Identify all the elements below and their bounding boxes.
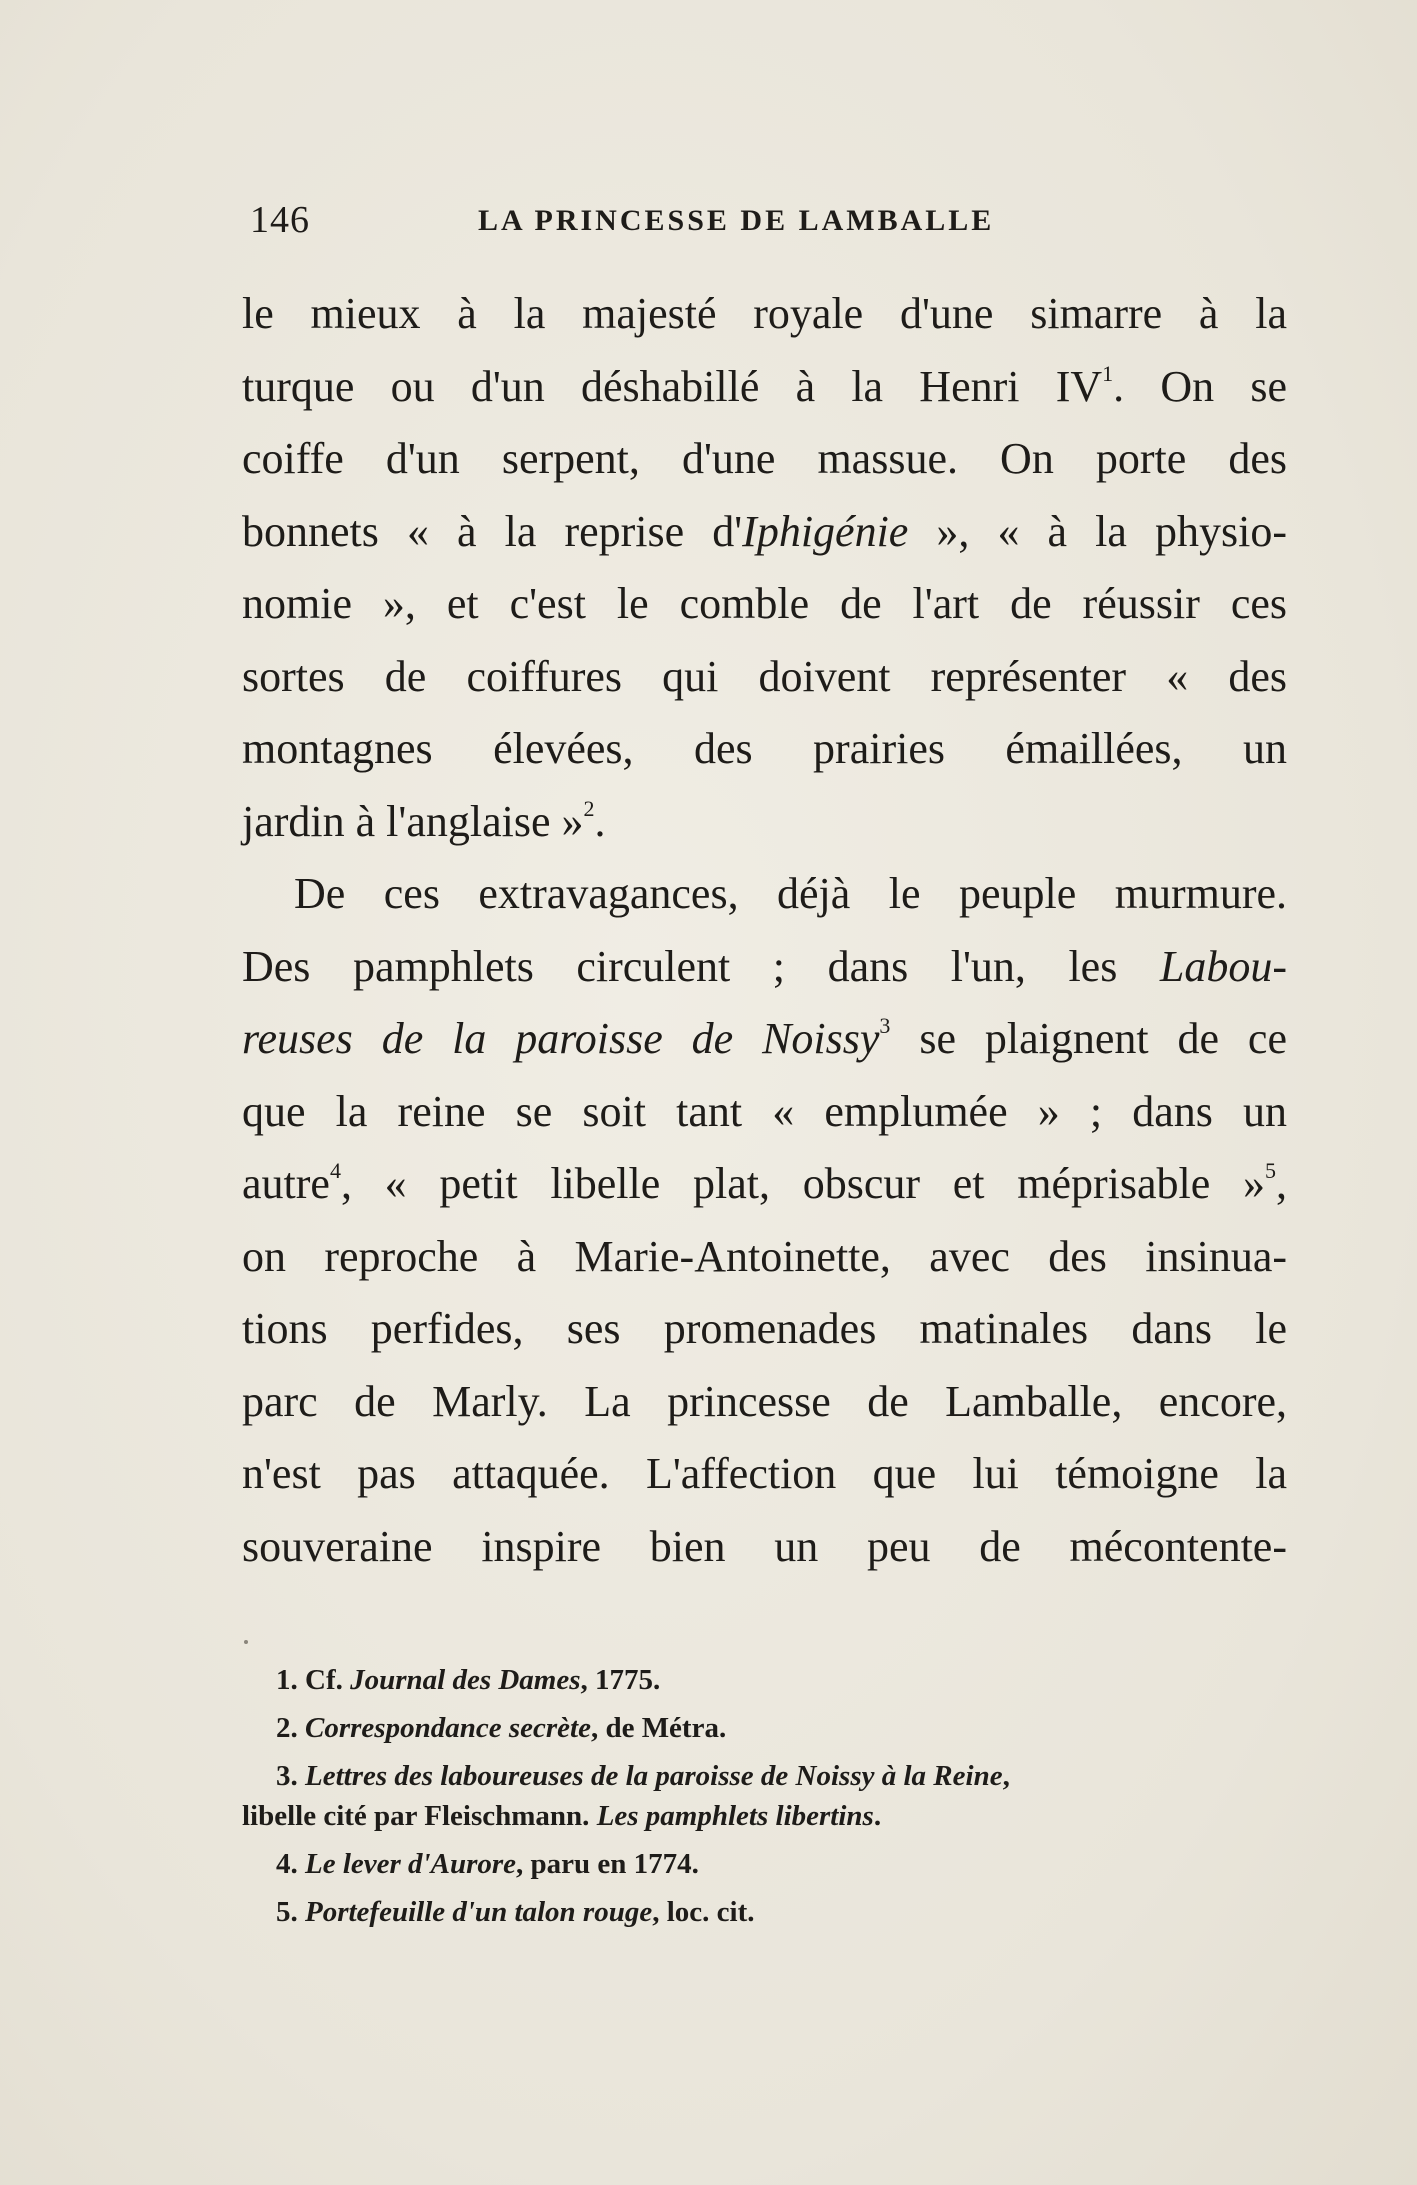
footnote-number: 3. bbox=[276, 1760, 305, 1792]
text-span: nomie », et c'est le comble de l'art de réussir ces bbox=[242, 579, 1287, 628]
running-title: LA PRINCESSE DE LAMBALLE bbox=[478, 204, 995, 237]
text-span: souveraine inspire bien un peu de mécontente- bbox=[242, 1521, 1287, 1571]
text-span: tions perfides, ses promenades matinales dans le bbox=[242, 1304, 1287, 1353]
text-line bbox=[242, 1076, 1287, 1149]
footnote-number: 5. bbox=[276, 1896, 305, 1928]
footnote-text: , paru en 1774. bbox=[516, 1848, 699, 1880]
footnote-text: , loc. cit. bbox=[652, 1896, 755, 1928]
page-header bbox=[250, 198, 1290, 248]
footnote-4 bbox=[242, 1844, 1287, 1884]
footnote-number: 1. Cf. bbox=[276, 1664, 351, 1696]
paragraph-2 bbox=[242, 858, 1287, 1583]
footnote-title: Le lever d'Aurore bbox=[305, 1848, 517, 1880]
text-span: montagnes élevées, des prairies émaillées, un bbox=[242, 724, 1287, 773]
text-span: sortes de coiffures qui doivent représenter « des bbox=[242, 651, 1287, 701]
footnote-3 bbox=[242, 1756, 1287, 1836]
footnote-text: libelle cité par Fleischmann. bbox=[242, 1800, 597, 1832]
text-span: jardin à l'anglaise » bbox=[242, 796, 584, 846]
text-line bbox=[242, 351, 1287, 424]
text-line bbox=[242, 1293, 1287, 1366]
footnote-title: Lettres des laboureuses de la paroisse de Noissy à la Reine bbox=[305, 1760, 1003, 1792]
text-line bbox=[242, 496, 1287, 569]
text-line bbox=[242, 641, 1287, 714]
text-span: . bbox=[594, 796, 606, 846]
text-line bbox=[242, 786, 1287, 859]
text-line bbox=[242, 1148, 1287, 1221]
text-span: coiffe d'un serpent, d'une massue. On porte des bbox=[242, 434, 1287, 483]
text-line bbox=[242, 1003, 1287, 1076]
text-span: le mieux à la majesté royale d'une simarre à la bbox=[242, 289, 1287, 338]
footnote-number: 4. bbox=[276, 1848, 305, 1880]
text-span: Des pamphlets circulent ; dans l'un, les bbox=[242, 941, 1160, 991]
text-line bbox=[242, 1366, 1287, 1439]
italic-title: reuses de la paroisse de Noissy bbox=[242, 1014, 880, 1063]
text-span: bonnets « à la reprise d' bbox=[242, 506, 743, 556]
text-line bbox=[242, 1221, 1287, 1294]
paragraph-1 bbox=[242, 278, 1287, 858]
footnote-marker: 5 bbox=[1265, 1158, 1276, 1183]
text-line bbox=[242, 278, 1287, 351]
text-line bbox=[242, 568, 1287, 641]
footnote-title: Correspondance secrète bbox=[305, 1712, 591, 1744]
footnote-title: Journal des Dames bbox=[350, 1664, 581, 1696]
text-line bbox=[242, 1511, 1287, 1584]
text-span: , « petit libelle plat, obscur et méprisable » bbox=[340, 1159, 1265, 1208]
text-span: , bbox=[1276, 1159, 1287, 1208]
text-span: parc de Marly. La princesse de Lamballe, encore, bbox=[242, 1376, 1287, 1426]
footnotes bbox=[242, 1660, 1287, 1940]
text-line bbox=[242, 423, 1287, 496]
footnote-text: , bbox=[1002, 1760, 1010, 1792]
text-line bbox=[242, 931, 1287, 1004]
footnote-marker: 3 bbox=[879, 1013, 891, 1038]
text-span: De ces extravagances, déjà le peuple murmure. bbox=[294, 869, 1287, 918]
text-span: autre bbox=[242, 1159, 330, 1208]
footnote-1 bbox=[242, 1660, 1287, 1700]
italic-title: Labou- bbox=[1159, 941, 1287, 991]
footnote-title: Portefeuille d'un talon rouge bbox=[305, 1896, 653, 1928]
footnote-marker: 2 bbox=[583, 795, 595, 821]
footnote-2 bbox=[242, 1708, 1287, 1748]
footnote-marker: 1 bbox=[1102, 360, 1114, 386]
footnote-title: Les pamphlets libertins bbox=[596, 1800, 874, 1832]
footnote-number: 2. bbox=[276, 1712, 305, 1744]
text-span: turque ou d'un déshabillé à la Henri IV bbox=[242, 361, 1103, 411]
body-text bbox=[242, 278, 1287, 1583]
footnote-text: . bbox=[873, 1800, 882, 1832]
text-span: n'est pas attaquée. L'affection que lui témoigne la bbox=[242, 1449, 1287, 1498]
italic-title: Iphigénie bbox=[742, 506, 909, 556]
footnote-text: , 1775. bbox=[580, 1664, 661, 1696]
footnote-5 bbox=[242, 1892, 1287, 1932]
text-span: on reproche à Marie-Antoinette, avec des insinua- bbox=[242, 1231, 1287, 1281]
text-line bbox=[242, 713, 1287, 786]
page-number: 146 bbox=[250, 199, 310, 241]
footnote-text: , de Métra. bbox=[590, 1712, 727, 1744]
text-line bbox=[242, 1438, 1287, 1511]
text-span: », « à la physio- bbox=[908, 506, 1287, 556]
text-span: . On se bbox=[1113, 361, 1287, 411]
text-span: que la reine se soit tant « emplumée » ; dans un bbox=[242, 1086, 1287, 1136]
text-span: se plaignent de ce bbox=[890, 1014, 1287, 1063]
footnote-marker: 4 bbox=[329, 1158, 341, 1183]
footnote-separator bbox=[244, 1640, 248, 1644]
text-line bbox=[242, 858, 1287, 931]
